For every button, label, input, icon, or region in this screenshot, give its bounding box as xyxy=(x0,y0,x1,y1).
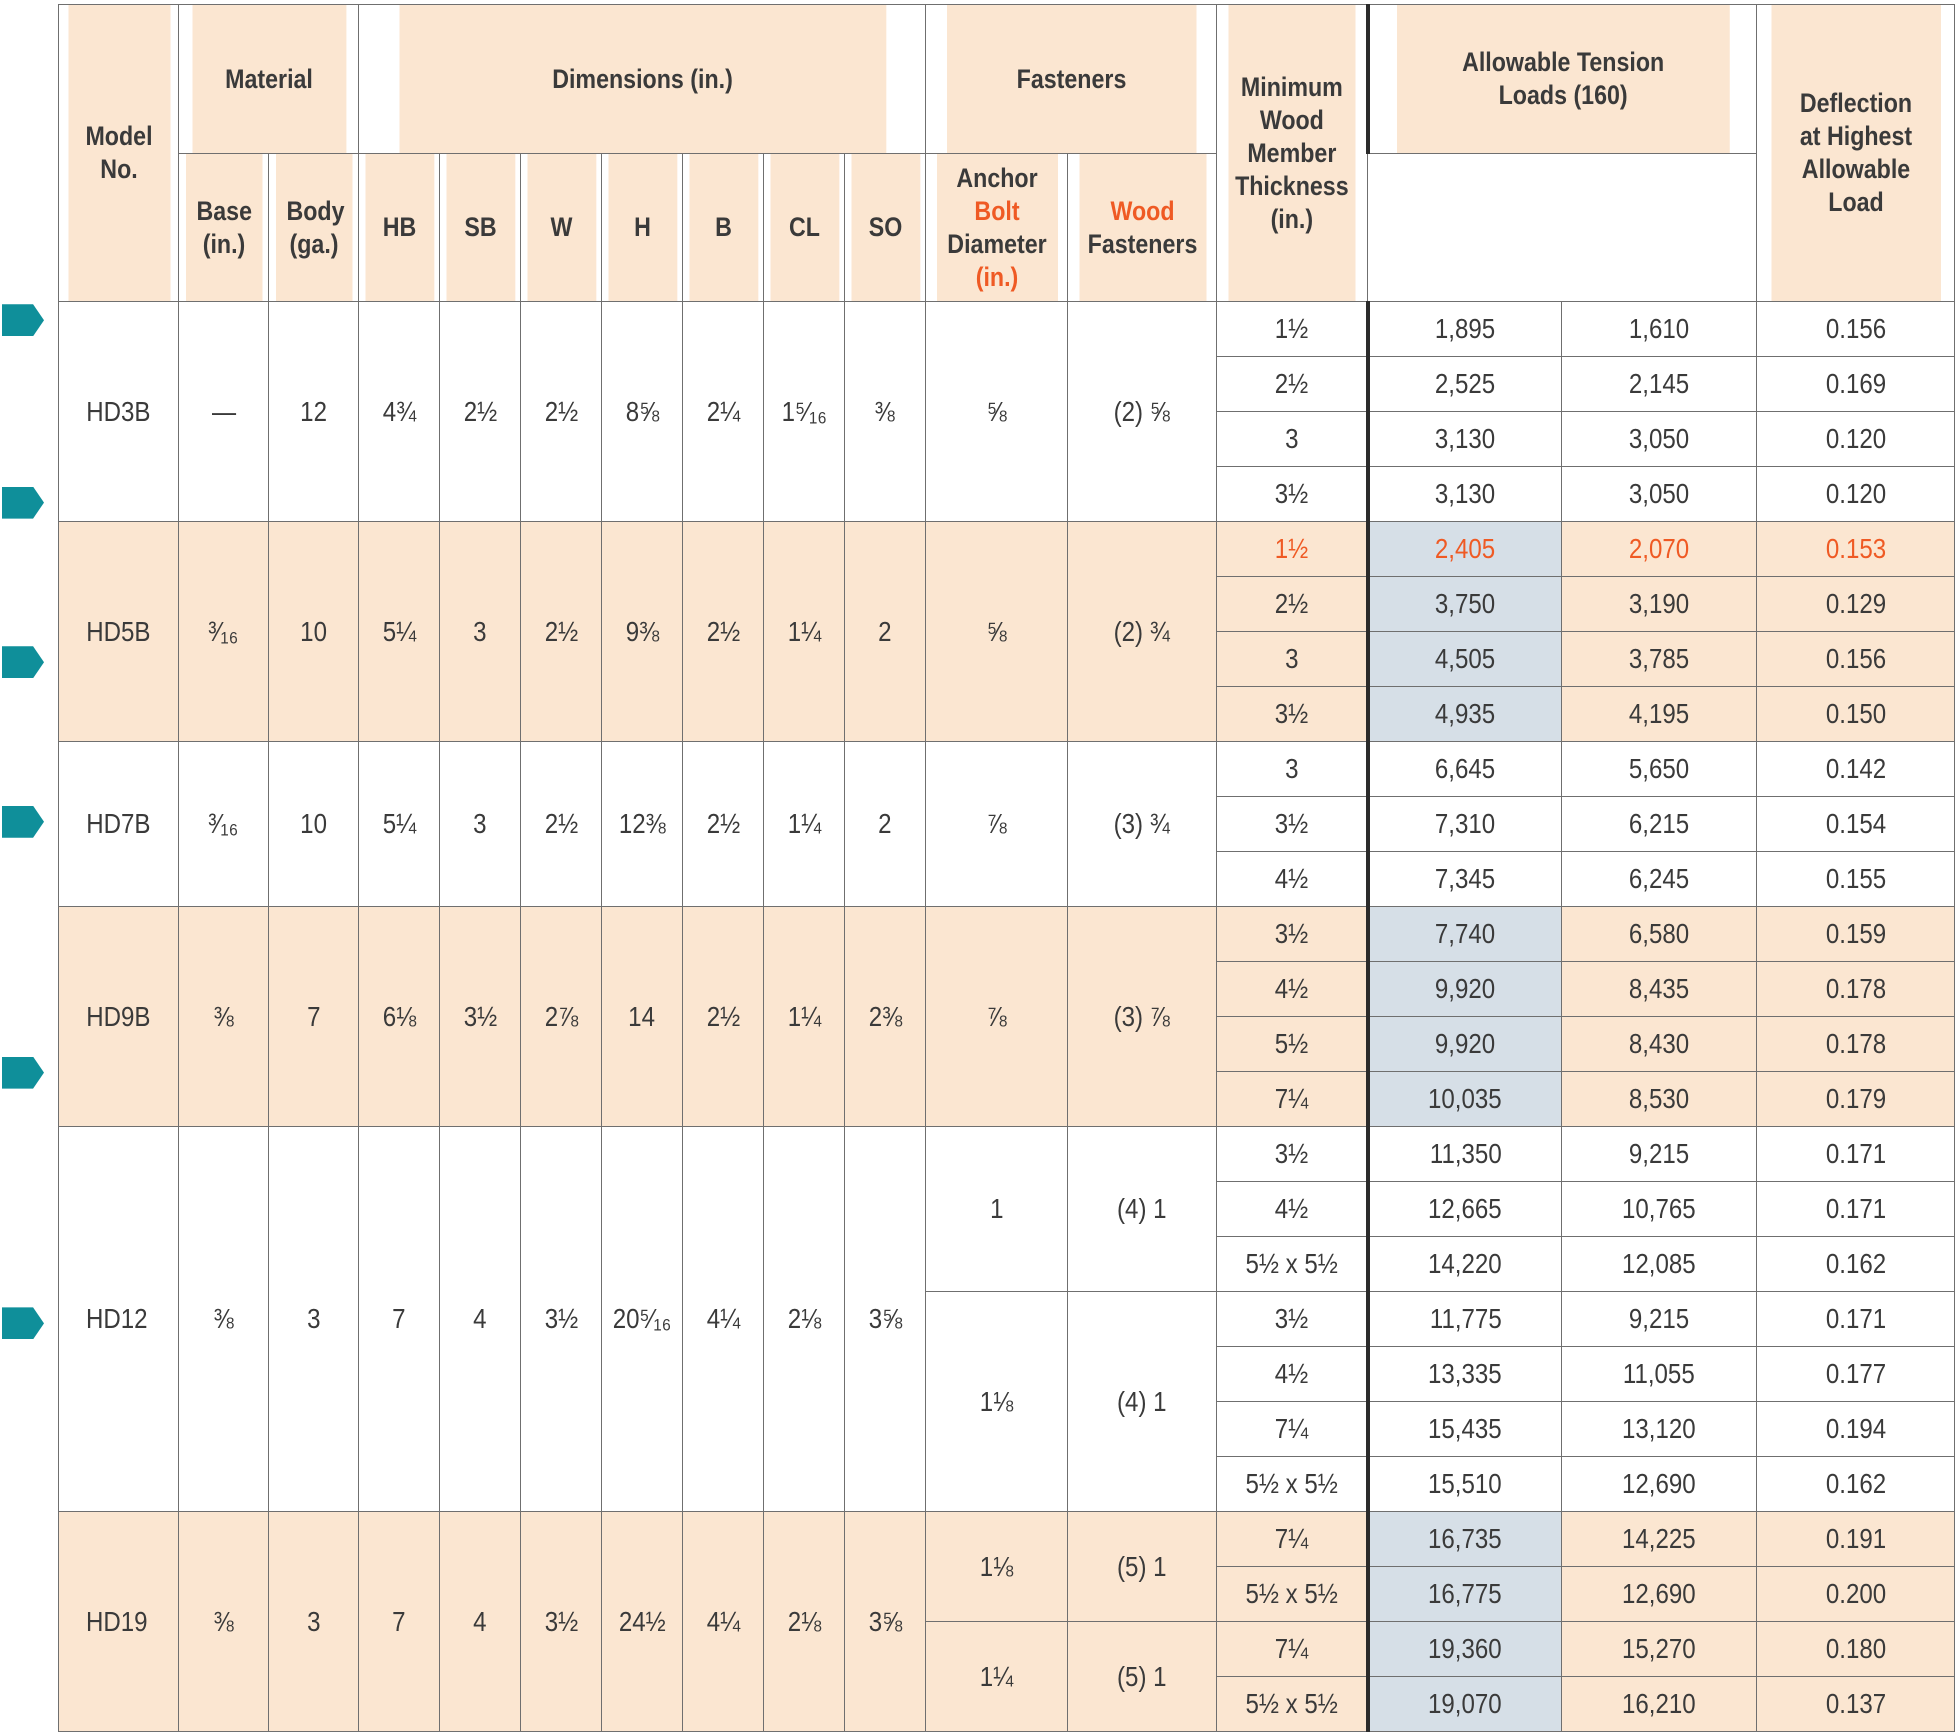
cell-dfsp-load: 10,035 xyxy=(1368,1072,1562,1127)
cell-min-thickness: 3 xyxy=(1217,632,1368,687)
cell-deflection: 0.162 xyxy=(1757,1237,1955,1292)
cell-body: 12 xyxy=(269,302,359,522)
cell-spfhf-load: 4,195 xyxy=(1562,687,1757,742)
cell-anchor-bolt: 1⅛ xyxy=(926,1512,1068,1622)
cell-dfsp-load: 11,775 xyxy=(1368,1292,1562,1347)
cell-deflection: 0.129 xyxy=(1757,577,1955,632)
header-model: Model No. xyxy=(67,5,170,302)
cell-b: 4¼ xyxy=(683,1127,764,1512)
cell-base: ³⁄₁₆ xyxy=(179,742,269,907)
cell-spfhf-load: 12,690 xyxy=(1562,1567,1757,1622)
cell-spfhf-load: 10,765 xyxy=(1562,1182,1757,1237)
cell-cl: 1¼ xyxy=(764,742,845,907)
cell-dfsp-load: 3,130 xyxy=(1368,412,1562,467)
header-fasteners: Fasteners xyxy=(946,5,1196,154)
cell-min-thickness: 3½ xyxy=(1217,797,1368,852)
cell-spfhf-load: 12,085 xyxy=(1562,1237,1757,1292)
cell-deflection: 0.171 xyxy=(1757,1182,1955,1237)
header-wood-fasteners: Wood Fasteners xyxy=(1078,154,1206,302)
cell-deflection: 0.154 xyxy=(1757,797,1955,852)
cell-h: 8⅝ xyxy=(602,302,683,522)
cell-dfsp-load: 2,405 xyxy=(1368,522,1562,577)
cell-body: 10 xyxy=(269,522,359,742)
row-marker-icon xyxy=(2,1057,44,1089)
cell-dfsp-load: 13,335 xyxy=(1368,1347,1562,1402)
cell-model: HD3B xyxy=(59,302,179,522)
cell-dfsp-load: 19,070 xyxy=(1368,1677,1562,1732)
cell-deflection: 0.171 xyxy=(1757,1127,1955,1182)
cell-dfsp-load: 15,435 xyxy=(1368,1402,1562,1457)
cell-so: 2 xyxy=(845,522,926,742)
cell-spfhf-load: 3,785 xyxy=(1562,632,1757,687)
cell-anchor-bolt: ⅞ xyxy=(926,742,1068,907)
cell-sb: 3 xyxy=(440,742,521,907)
header-w: W xyxy=(526,154,596,302)
cell-min-thickness: 7¼ xyxy=(1217,1402,1368,1457)
cell-body: 10 xyxy=(269,742,359,907)
cell-hb: 4¾ xyxy=(359,302,440,522)
cell-hb: 5¼ xyxy=(359,522,440,742)
cell-min-thickness: 3½ xyxy=(1217,1127,1368,1182)
cell-min-thickness: 5½ xyxy=(1217,1017,1368,1072)
cell-spfhf-load: 8,435 xyxy=(1562,962,1757,1017)
cell-so: ⅜ xyxy=(845,302,926,522)
cell-spfhf-load: 13,120 xyxy=(1562,1402,1757,1457)
cell-sb: 4 xyxy=(440,1512,521,1732)
cell-dfsp-load: 3,750 xyxy=(1368,577,1562,632)
cell-cl: 1⁵⁄₁₆ xyxy=(764,302,845,522)
table-row xyxy=(59,1512,1955,1567)
cell-sb: 2½ xyxy=(440,302,521,522)
cell-min-thickness: 3½ xyxy=(1217,467,1368,522)
cell-h: 12⅜ xyxy=(602,742,683,907)
cell-deflection: 0.194 xyxy=(1757,1402,1955,1457)
cell-min-thickness: 7¼ xyxy=(1217,1512,1368,1567)
row-marker-icon xyxy=(2,1307,44,1339)
cell-base: ⅜ xyxy=(179,907,269,1127)
cell-deflection: 0.150 xyxy=(1757,687,1955,742)
cell-spfhf-load: 3,050 xyxy=(1562,412,1757,467)
cell-wood-fasteners: (2) ¾ xyxy=(1068,522,1217,742)
cell-dfsp-load: 19,360 xyxy=(1368,1622,1562,1677)
cell-b: 2½ xyxy=(683,907,764,1127)
header-cl: CL xyxy=(769,154,839,302)
cell-deflection: 0.137 xyxy=(1757,1677,1955,1732)
cell-model: HD5B xyxy=(59,522,179,742)
table-row xyxy=(59,1127,1955,1182)
cell-deflection: 0.153 xyxy=(1757,522,1955,577)
cell-spfhf-load: 15,270 xyxy=(1562,1622,1757,1677)
cell-dfsp-load: 16,775 xyxy=(1368,1567,1562,1622)
cell-deflection: 0.200 xyxy=(1757,1567,1955,1622)
cell-spfhf-load: 6,580 xyxy=(1562,907,1757,962)
cell-spfhf-load: 8,530 xyxy=(1562,1072,1757,1127)
cell-wood-fasteners: (2) ⅝ xyxy=(1068,302,1217,522)
cell-spfhf-load: 9,215 xyxy=(1562,1292,1757,1347)
cell-deflection: 0.179 xyxy=(1757,1072,1955,1127)
cell-b: 2½ xyxy=(683,742,764,907)
cell-body: 3 xyxy=(269,1127,359,1512)
table-header xyxy=(59,5,1955,302)
row-marker-icon xyxy=(2,487,44,519)
row-marker-icon xyxy=(2,646,44,678)
hold-down-spec-table xyxy=(58,4,1955,1732)
cell-hb: 7 xyxy=(359,1127,440,1512)
header-sb: SB xyxy=(445,154,515,302)
cell-h: 24½ xyxy=(602,1512,683,1732)
cell-dfsp-load: 12,665 xyxy=(1368,1182,1562,1237)
cell-dfsp-load: 11,350 xyxy=(1368,1127,1562,1182)
cell-b: 2¼ xyxy=(683,302,764,522)
cell-w: 3½ xyxy=(521,1127,602,1512)
cell-base: ⅜ xyxy=(179,1512,269,1732)
cell-h: 9⅜ xyxy=(602,522,683,742)
table-body xyxy=(59,302,1955,1732)
cell-min-thickness: 3 xyxy=(1217,412,1368,467)
cell-model: HD9B xyxy=(59,907,179,1127)
cell-spfhf-load: 3,190 xyxy=(1562,577,1757,632)
header-deflection: Deflection at Highest Allowable Load xyxy=(1770,5,1940,302)
cell-min-thickness: 3 xyxy=(1217,742,1368,797)
cell-body: 7 xyxy=(269,907,359,1127)
cell-model: HD12 xyxy=(59,1127,179,1512)
header-base: Base (in.) xyxy=(185,154,262,302)
cell-min-thickness: 5½ x 5½ xyxy=(1217,1567,1368,1622)
cell-deflection: 0.169 xyxy=(1757,357,1955,412)
header-material: Material xyxy=(191,5,346,154)
cell-spfhf-load: 8,430 xyxy=(1562,1017,1757,1072)
cell-so: 3⅝ xyxy=(845,1512,926,1732)
cell-min-thickness: 5½ x 5½ xyxy=(1217,1457,1368,1512)
cell-deflection: 0.191 xyxy=(1757,1512,1955,1567)
cell-deflection: 0.180 xyxy=(1757,1622,1955,1677)
cell-cl: 2⅛ xyxy=(764,1512,845,1732)
cell-dfsp-load: 7,310 xyxy=(1368,797,1562,852)
cell-wood-fasteners: (4) 1 xyxy=(1068,1292,1217,1512)
row-marker-icon xyxy=(2,304,44,336)
cell-spfhf-load: 2,070 xyxy=(1562,522,1757,577)
cell-deflection: 0.155 xyxy=(1757,852,1955,907)
cell-deflection: 0.120 xyxy=(1757,412,1955,467)
cell-min-thickness: 4½ xyxy=(1217,1347,1368,1402)
cell-body: 3 xyxy=(269,1512,359,1732)
cell-cl: 1¼ xyxy=(764,522,845,742)
cell-sb: 4 xyxy=(440,1127,521,1512)
cell-deflection: 0.142 xyxy=(1757,742,1955,797)
header-min-wood-thickness: Minimum Wood Member Thickness (in.) xyxy=(1227,5,1357,302)
table-row xyxy=(59,302,1955,357)
cell-dfsp-load: 3,130 xyxy=(1368,467,1562,522)
cell-dfsp-load: 2,525 xyxy=(1368,357,1562,412)
cell-wood-fasteners: (5) 1 xyxy=(1068,1512,1217,1622)
row-marker-icon xyxy=(2,806,44,838)
cell-spfhf-load: 16,210 xyxy=(1562,1677,1757,1732)
cell-h: 20⁵⁄₁₆ xyxy=(602,1127,683,1512)
cell-deflection: 0.162 xyxy=(1757,1457,1955,1512)
cell-cl: 2⅛ xyxy=(764,1127,845,1512)
cell-so: 3⅝ xyxy=(845,1127,926,1512)
cell-w: 2½ xyxy=(521,742,602,907)
cell-dfsp-load: 7,345 xyxy=(1368,852,1562,907)
cell-min-thickness: 3½ xyxy=(1217,687,1368,742)
cell-cl: 1¼ xyxy=(764,907,845,1127)
cell-wood-fasteners: (3) ⅞ xyxy=(1068,907,1217,1127)
header-hb: HB xyxy=(364,154,434,302)
cell-spfhf-load: 6,215 xyxy=(1562,797,1757,852)
cell-hb: 5¼ xyxy=(359,742,440,907)
row-markers xyxy=(0,0,46,1708)
cell-w: 2½ xyxy=(521,302,602,522)
cell-deflection: 0.120 xyxy=(1757,467,1955,522)
cell-sb: 3 xyxy=(440,522,521,742)
cell-hb: 7 xyxy=(359,1512,440,1732)
cell-spfhf-load: 1,610 xyxy=(1562,302,1757,357)
cell-min-thickness: 4½ xyxy=(1217,962,1368,1017)
cell-spfhf-load: 2,145 xyxy=(1562,357,1757,412)
cell-anchor-bolt: ⅝ xyxy=(926,302,1068,522)
cell-deflection: 0.177 xyxy=(1757,1347,1955,1402)
cell-min-thickness: 7¼ xyxy=(1217,1622,1368,1677)
cell-min-thickness: 5½ x 5½ xyxy=(1217,1237,1368,1292)
cell-min-thickness: 4½ xyxy=(1217,1182,1368,1237)
header-body: Body (ga.) xyxy=(275,154,352,302)
cell-min-thickness: 7¼ xyxy=(1217,1072,1368,1127)
cell-anchor-bolt: 1¼ xyxy=(926,1622,1068,1732)
cell-min-thickness: 2½ xyxy=(1217,577,1368,632)
table-row xyxy=(59,522,1955,577)
cell-wood-fasteners: (4) 1 xyxy=(1068,1127,1217,1292)
cell-spfhf-load: 14,225 xyxy=(1562,1512,1757,1567)
cell-spfhf-load: 12,690 xyxy=(1562,1457,1757,1512)
cell-min-thickness: 5½ x 5½ xyxy=(1217,1677,1368,1732)
table-row xyxy=(59,907,1955,962)
cell-deflection: 0.156 xyxy=(1757,302,1955,357)
cell-min-thickness: 2½ xyxy=(1217,357,1368,412)
cell-b: 2½ xyxy=(683,522,764,742)
cell-wood-fasteners: (5) 1 xyxy=(1068,1622,1217,1732)
cell-h: 14 xyxy=(602,907,683,1127)
cell-spfhf-load: 3,050 xyxy=(1562,467,1757,522)
cell-dfsp-load: 9,920 xyxy=(1368,1017,1562,1072)
cell-model: HD7B xyxy=(59,742,179,907)
header-tension-loads: Allowable Tension Loads (160) xyxy=(1395,5,1730,154)
cell-so: 2 xyxy=(845,742,926,907)
cell-dfsp-load: 16,735 xyxy=(1368,1512,1562,1567)
cell-dfsp-load: 4,935 xyxy=(1368,687,1562,742)
header-dimensions: Dimensions (in.) xyxy=(398,5,886,154)
cell-deflection: 0.171 xyxy=(1757,1292,1955,1347)
cell-dfsp-load: 9,920 xyxy=(1368,962,1562,1017)
cell-so: 2⅜ xyxy=(845,907,926,1127)
header-so: SO xyxy=(850,154,920,302)
header-b: B xyxy=(688,154,758,302)
cell-dfsp-load: 4,505 xyxy=(1368,632,1562,687)
cell-spfhf-load: 9,215 xyxy=(1562,1127,1757,1182)
cell-deflection: 0.178 xyxy=(1757,962,1955,1017)
cell-dfsp-load: 6,645 xyxy=(1368,742,1562,797)
cell-wood-fasteners: (3) ¾ xyxy=(1068,742,1217,907)
cell-min-thickness: 3½ xyxy=(1217,1292,1368,1347)
cell-sb: 3½ xyxy=(440,907,521,1127)
cell-spfhf-load: 5,650 xyxy=(1562,742,1757,797)
table-row xyxy=(59,742,1955,797)
cell-dfsp-load: 1,895 xyxy=(1368,302,1562,357)
cell-base: — xyxy=(179,302,269,522)
cell-deflection: 0.178 xyxy=(1757,1017,1955,1072)
cell-anchor-bolt: 1 xyxy=(926,1127,1068,1292)
cell-min-thickness: 1½ xyxy=(1217,302,1368,357)
cell-b: 4¼ xyxy=(683,1512,764,1732)
cell-dfsp-load: 7,740 xyxy=(1368,907,1562,962)
cell-w: 2½ xyxy=(521,522,602,742)
cell-min-thickness: 1½ xyxy=(1217,522,1368,577)
cell-base: ³⁄₁₆ xyxy=(179,522,269,742)
cell-anchor-bolt: ⅝ xyxy=(926,522,1068,742)
header-h: H xyxy=(607,154,677,302)
cell-anchor-bolt: ⅞ xyxy=(926,907,1068,1127)
cell-deflection: 0.159 xyxy=(1757,907,1955,962)
cell-spfhf-load: 11,055 xyxy=(1562,1347,1757,1402)
cell-deflection: 0.156 xyxy=(1757,632,1955,687)
cell-min-thickness: 3½ xyxy=(1217,907,1368,962)
cell-w: 3½ xyxy=(521,1512,602,1732)
cell-dfsp-load: 14,220 xyxy=(1368,1237,1562,1292)
cell-w: 2⅞ xyxy=(521,907,602,1127)
cell-dfsp-load: 15,510 xyxy=(1368,1457,1562,1512)
cell-base: ⅜ xyxy=(179,1127,269,1512)
cell-min-thickness: 4½ xyxy=(1217,852,1368,907)
header-anchor-bolt-diameter: Anchor Bolt Diameter (in.) xyxy=(935,154,1057,302)
cell-model: HD19 xyxy=(59,1512,179,1732)
cell-spfhf-load: 6,245 xyxy=(1562,852,1757,907)
cell-hb: 6⅛ xyxy=(359,907,440,1127)
cell-anchor-bolt: 1⅛ xyxy=(926,1292,1068,1512)
